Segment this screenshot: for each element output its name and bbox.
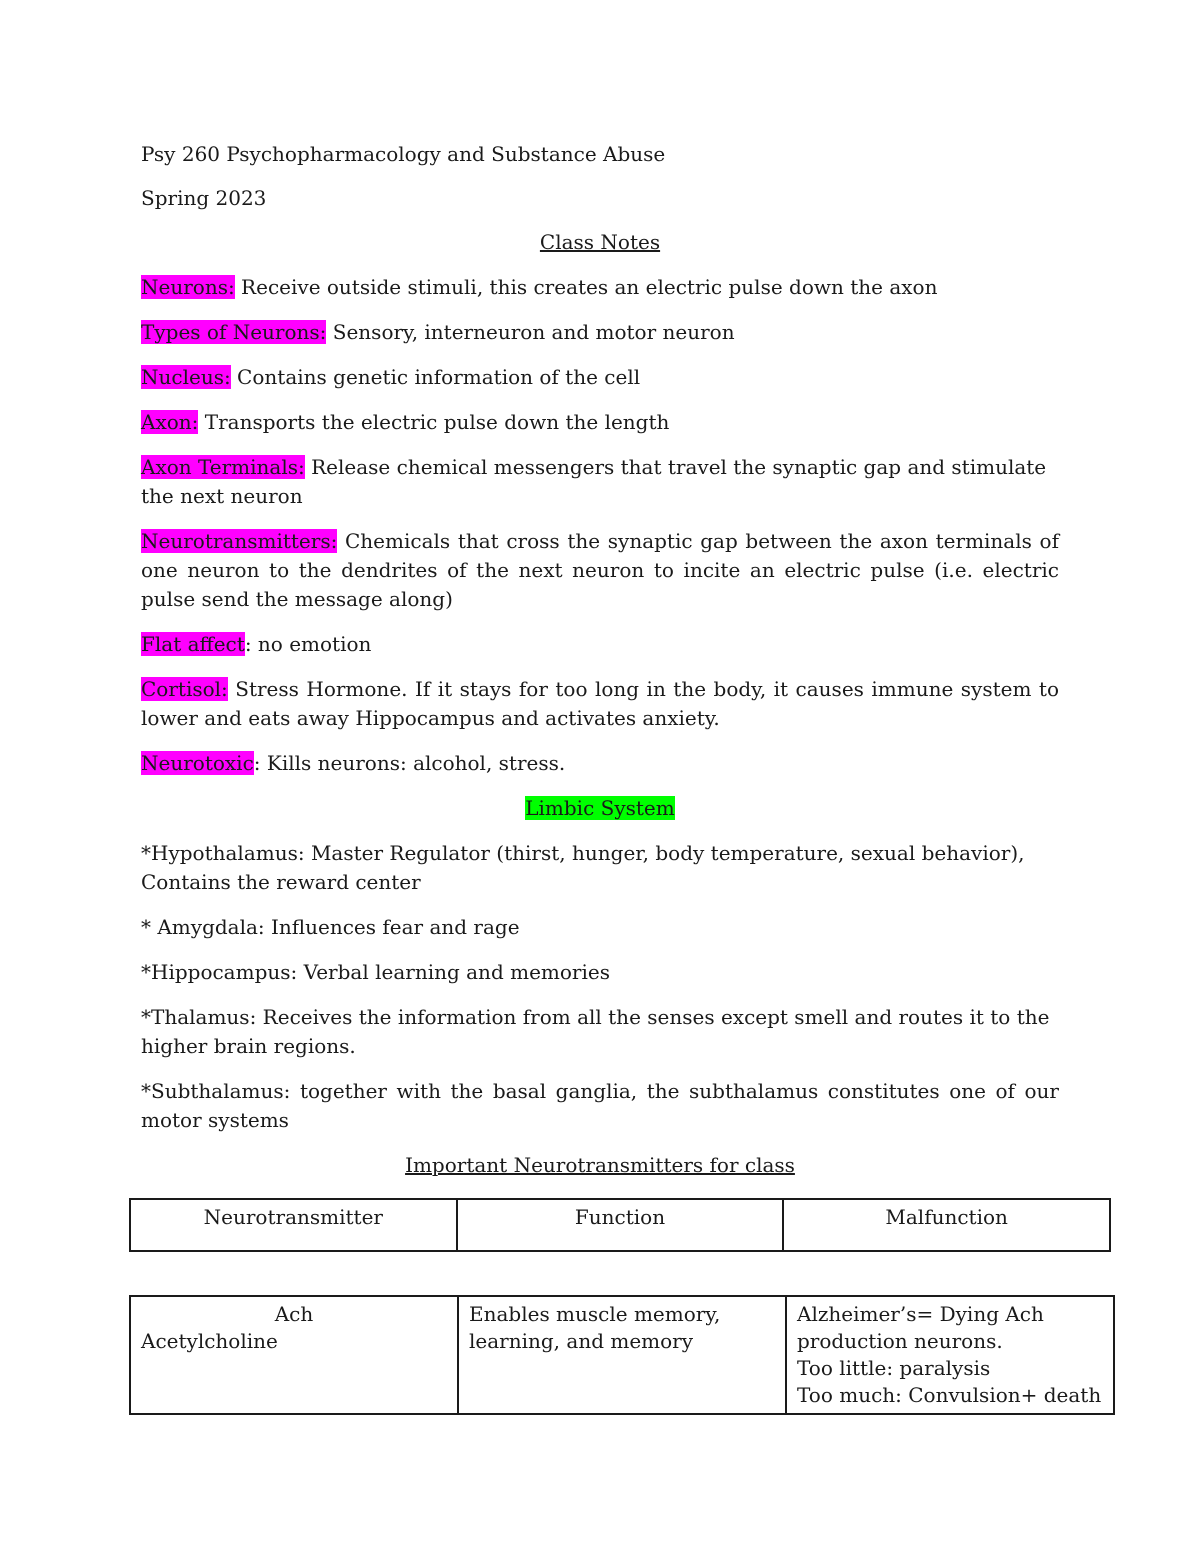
cell-function: Enables muscle memory, learning, and memory <box>458 1296 786 1414</box>
term-definition: Receive outside stimuli, this creates an electric pulse down the axon <box>234 275 938 299</box>
term-label-highlight: Axon: <box>141 410 199 434</box>
limbic-item-hypothalamus: *Hypothalamus: Master Regulator (thirst, hunger, body temperature, sexual behavior), Contains the reward center <box>141 841 1025 894</box>
term-definition: Stress Hormone. If it stays for too long in the body, it causes immune system to lower and eats away Hippocampus and activates anxiety. <box>141 677 1059 730</box>
malfunction-line: Too little: paralysis <box>797 1356 991 1380</box>
term-axon <box>141 408 1059 437</box>
term-definition: Contains genetic information of the cell <box>230 365 641 389</box>
table-header-row <box>130 1199 1110 1251</box>
term-label-highlight: Neurotoxic <box>141 751 254 775</box>
term-neurons <box>141 273 1059 302</box>
header-neurotransmitter: Neurotransmitter <box>130 1199 457 1251</box>
malfunction-line: Alzheimer’s= Dying Ach production neurons. <box>797 1302 1044 1353</box>
header-function: Function <box>457 1199 784 1251</box>
table-title-line <box>141 1151 1059 1180</box>
table-title: Important Neurotransmitters for class <box>405 1153 795 1177</box>
term-label-highlight: Nucleus: <box>141 365 231 389</box>
cell-neurotransmitter <box>130 1296 458 1414</box>
neurotransmitter-data-table <box>129 1295 1115 1415</box>
notes-body <box>141 140 1059 1180</box>
term-definition: Sensory, interneuron and motor neuron <box>326 320 735 344</box>
table-row <box>130 1296 1114 1414</box>
term-neurotoxic <box>141 749 1059 778</box>
limbic-heading-line <box>141 794 1059 823</box>
term-label-highlight: Neurons: <box>141 275 235 299</box>
term-definition: : Kills neurons: alcohol, stress. <box>253 751 566 775</box>
notes-title-line <box>141 228 1059 257</box>
limbic-item-thalamus: *Thalamus: Receives the information from all the senses except smell and routes it to the higher brain regions. <box>141 1005 1050 1058</box>
term-definition: Transports the electric pulse down the length <box>198 410 670 434</box>
term-label-highlight: Axon Terminals: <box>141 455 305 479</box>
header-malfunction: Malfunction <box>783 1199 1110 1251</box>
term-label-highlight: Neurotransmitters: <box>141 529 338 553</box>
limbic-item-amygdala: * Amygdala: Influences fear and rage <box>141 915 520 939</box>
term-label-highlight: Flat affect <box>141 632 245 656</box>
term-definition: Chemicals that cross the synaptic gap between the axon terminals of one neuron to the dendrites of the next neuron to incite an electric pulse (i.e. electric pulse send the message along) <box>141 529 1059 611</box>
course-title: Psy 260 Psychopharmacology and Substance Abuse <box>141 142 666 166</box>
limbic-item-subthalamus: *Subthalamus: together with the basal ganglia, the subthalamus constitutes one of our motor systems <box>141 1079 1059 1132</box>
term-label: Spring 2023 <box>141 186 267 210</box>
term-types-of-neurons <box>141 318 1059 347</box>
term-axon-terminals <box>141 453 1059 511</box>
term-label-highlight: Types of Neurons: <box>141 320 327 344</box>
limbic-item-hippocampus: *Hippocampus: Verbal learning and memories <box>141 960 610 984</box>
malfunction-line: Too much: Convulsion+ death <box>797 1383 1102 1407</box>
term-definition: Release chemical messengers that travel the synaptic gap and stimulate the next neuron <box>141 455 1047 508</box>
notes-title: Class Notes <box>539 230 661 254</box>
term-nucleus <box>141 363 1059 392</box>
nt-abbreviation: Ach <box>274 1302 314 1326</box>
term-flat-affect <box>141 630 1059 659</box>
term-cortisol <box>141 675 1059 733</box>
term-label-highlight: Cortisol: <box>141 677 228 701</box>
term-neurotransmitters <box>141 527 1059 614</box>
nt-name: Acetylcholine <box>141 1329 278 1353</box>
limbic-heading: Limbic System <box>525 796 675 820</box>
term-definition: : no emotion <box>244 632 372 656</box>
cell-malfunction <box>786 1296 1114 1414</box>
neurotransmitter-header-table <box>129 1198 1111 1252</box>
